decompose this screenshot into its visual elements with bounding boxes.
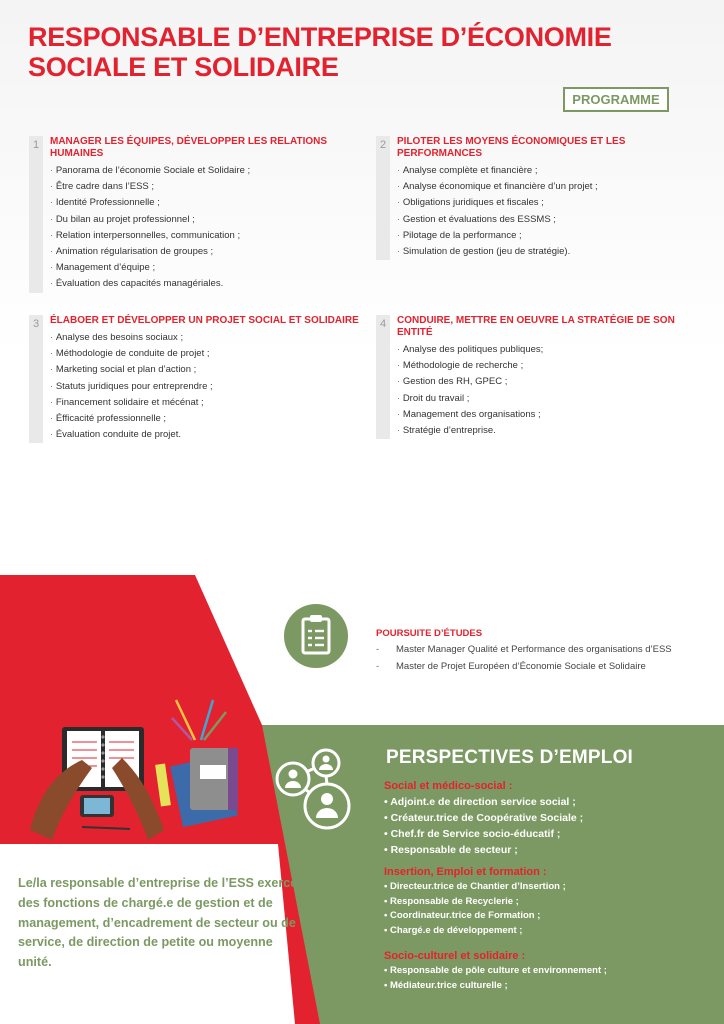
- poursuite-item-text: Master Manager Qualité et Performance des organisations d’ESS: [396, 644, 672, 655]
- module-item: · Marketing social et plan d’action ;: [50, 362, 359, 378]
- module-item: · Analyse complète et financière ;: [397, 163, 706, 179]
- poursuite-section: [376, 628, 676, 676]
- module-item: · Relation interpersonnelles, communication ;: [50, 228, 359, 244]
- poursuite-item: [376, 642, 676, 657]
- module-item: · Pilotage de la performance ;: [397, 228, 706, 244]
- module-number: 2: [376, 136, 390, 260]
- module-title: ÉLABOER ET DÉVELOPPER UN PROJET SOCIAL ET SOLIDAIRE: [50, 315, 359, 326]
- module-item: · Évaluation des capacités managériales.: [50, 276, 359, 292]
- clipboard-icon: [284, 604, 348, 668]
- module-item: · Analyse des besoins sociaux ;: [50, 330, 359, 346]
- poursuite-item: [376, 659, 676, 674]
- module-title: CONDUIRE, METTRE EN OEUVRE LA STRATÉGIE DE SON ENTITÉ: [397, 315, 675, 338]
- job-item: • Responsable de pôle culture et environnement ;: [384, 965, 607, 976]
- module-item: · Analyse économique et financière d’un projet ;: [397, 179, 706, 195]
- section-heading: Socio-culturel et solidaire :: [384, 950, 526, 962]
- module-item: · Évaluation conduite de projet.: [50, 427, 359, 443]
- module-title: PILOTER LES MOYENS ÉCONOMIQUES ET LES PERFORMANCES: [397, 136, 626, 159]
- job-item: • Médiateur.trice culturelle ;: [384, 979, 508, 991]
- module-item: · Obligations juridiques et fiscales ;: [397, 195, 706, 211]
- module-item: · Droit du travail ;: [397, 391, 706, 407]
- module-item: · Gestion et évaluations des ESSMS ;: [397, 212, 706, 228]
- module-number: 4: [376, 315, 390, 439]
- dash-marker: -: [376, 661, 380, 672]
- module-item: · Management d’équipe ;: [50, 260, 359, 276]
- module-item: · Éfficacité professionnelle ;: [50, 411, 359, 427]
- job-item: • Chargé.e de développement ;: [384, 924, 523, 936]
- job-item: • Responsable de secteur ;: [384, 844, 518, 856]
- section-heading: Social et médico-social :: [384, 780, 513, 792]
- job-item: • Responsable de Recyclerie ;: [384, 895, 519, 907]
- title-line-2: SOCIALE ET SOLIDAIRE: [28, 52, 339, 82]
- module-item: · Être cadre dans l’ESS ;: [50, 179, 359, 195]
- dash-marker: -: [376, 644, 380, 655]
- module-number: 3: [29, 315, 43, 443]
- job-item: • Adjoint.e de direction service social ;: [384, 796, 576, 808]
- job-item: • Créateur.trice de Coopérative Sociale ;: [384, 812, 584, 824]
- section-heading: Insertion, Emploi et formation :: [384, 866, 547, 878]
- module-item: · Méthodologie de recherche ;: [397, 358, 706, 374]
- module-item: · Financement solidaire et mécénat ;: [50, 395, 359, 411]
- job-item: • Directeur.trice de Chantier d’Insertion ;: [384, 881, 566, 892]
- module-item: · Analyse des politiques publiques;: [397, 342, 706, 358]
- module-number: 1: [29, 136, 43, 293]
- module-item: · Méthodologie de conduite de projet ;: [50, 346, 359, 362]
- title-line-1: RESPONSABLE D’ENTREPRISE D’ÉCONOMIE: [28, 22, 612, 52]
- job-item: • Coordinateur.trice de Formation ;: [384, 910, 541, 921]
- module-item: · Management des organisations ;: [397, 407, 706, 423]
- module-item: · Animation régularisation de groupes ;: [50, 244, 359, 260]
- module-item: · Du bilan au projet professionnel ;: [50, 212, 359, 228]
- poursuite-item-text: Master de Projet Européen d’Économie Sociale et Solidaire: [396, 661, 646, 672]
- module-item: · Panorama de l’économie Sociale et Solidaire ;: [50, 163, 359, 179]
- module-title: MANAGER LES ÉQUIPES, DÉVELOPPER LES RELATIONS HUMAINES: [50, 136, 328, 159]
- perspectives-list: [384, 779, 714, 993]
- programme-badge: PROGRAMME: [563, 87, 669, 112]
- job-item: • Chef.fr de Service socio-éducatif ;: [384, 828, 561, 840]
- poursuite-title: POURSUITE D’ÉTUDES: [376, 628, 483, 639]
- perspectives-title: PERSPECTIVES D’EMPLOI: [386, 747, 634, 768]
- module-item: · Gestion des RH, GPEC ;: [397, 374, 706, 390]
- module-item: · Simulation de gestion (jeu de stratégie).: [397, 244, 706, 260]
- description-text: Le/la responsable d’entreprise de l’ESS exerce des fonctions de chargé.e de gestion et de management, d’encadrement de secteur ou de service, de direction de petite ou moyenne unité.: [18, 876, 298, 970]
- module-item: · Identité Professionnelle ;: [50, 195, 359, 211]
- module-item: · Stratégie d’entreprise.: [397, 423, 706, 439]
- module-item: · Statuts juridiques pour entreprendre ;: [50, 379, 359, 395]
